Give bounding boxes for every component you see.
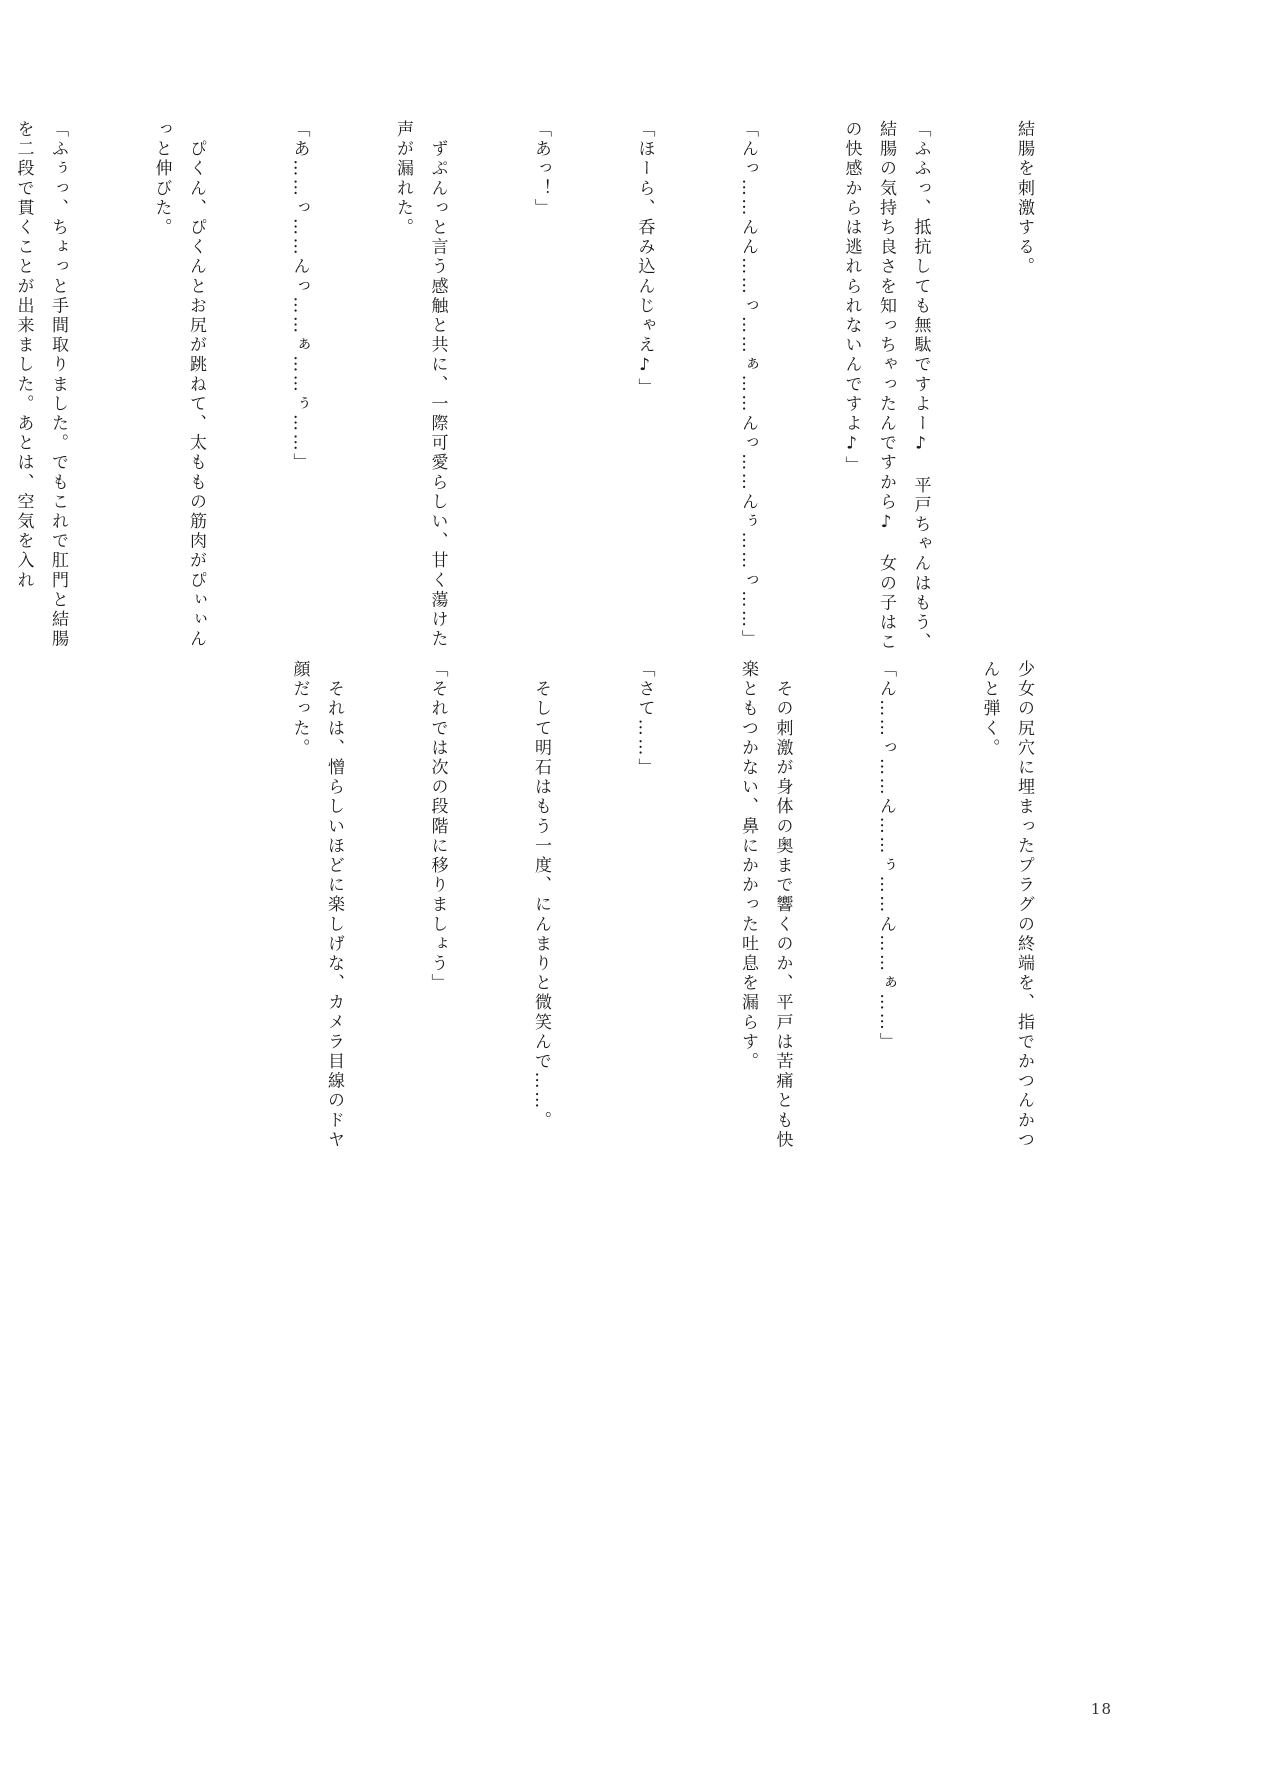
paragraph: 「あっ！」 <box>531 120 551 218</box>
paragraph: その刺激が身体の奥まで響くのか、平戸は苦痛とも快楽ともつかない、鼻にかかった吐息を漏らす。 <box>738 660 793 1150</box>
paragraph: 少女の尻穴に埋まったプラグの終端を、指でかつんかつんと弾く。 <box>979 660 1034 1150</box>
paragraph: ぴくん、ぴくんとお尻が跳ねて、太ももの筋肉がぴぃぃんっと伸びた。 <box>151 120 206 650</box>
paragraph: 「ん……っ……ん……ぅ……ん……ぁ……」 <box>876 660 896 1052</box>
paragraph: 「ふふっ、抵抗しても無駄ですよー♪ 平戸ちゃんはもう、結腸の気持ち良さを知っちゃったんですから♪ 女の子はこの快感からは逃れられないんですよ♪」 <box>841 120 931 653</box>
paragraph: 「んっ……んん……っ……ぁ……んっ……んぅ……っ……」 <box>738 120 758 650</box>
paragraph: 「さて……」 <box>634 660 655 778</box>
page-number: 18 <box>1090 1700 1112 1718</box>
paragraph: それは、憎らしいほどに楽しげな、カメラ目線のドヤ顔だった。 <box>289 660 344 1150</box>
paragraph: そして明石はもう一度、にんまりと微笑んで……。 <box>531 660 551 1131</box>
paragraph: 「それでは次の段階に移りましょう」 <box>427 660 448 994</box>
upper-text-block <box>13 120 1110 655</box>
paragraph: 「ほーら、呑み込んじゃえ♪」 <box>634 120 655 398</box>
paragraph: 「ふぅっ、ちょっと手間取りました。でもこれで肛門と結腸を二段で貫くことが出来ました。あとは、空気を入れ <box>13 120 68 650</box>
paragraph: 結腸を刺激する。 <box>1014 120 1034 277</box>
lower-text-block <box>289 660 1110 1155</box>
paragraph: 「あ……っ……んっ……ぁ……ぅ……」 <box>289 120 310 473</box>
paragraph: ずぷんっと言う感触と共に、一際可愛らしい、甘く蕩けた声が漏れた。 <box>393 120 448 650</box>
